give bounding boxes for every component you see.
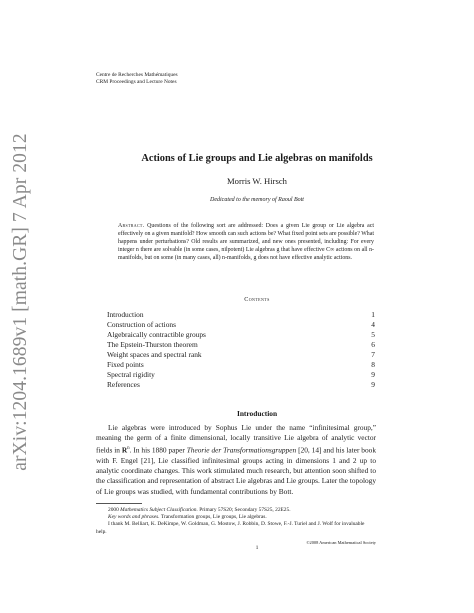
toc-entry[interactable]: [107, 340, 375, 350]
toc-entry-title: Algebraically contractible groups: [107, 330, 206, 339]
series-header: [96, 72, 178, 86]
toc-entry[interactable]: [107, 320, 375, 330]
series-line-1: Centre de Recherches Mathématiques: [96, 72, 178, 78]
rn-exponent: n: [127, 445, 130, 451]
toc-entry[interactable]: [107, 360, 375, 370]
author-name: Morris W. Hirsch: [227, 176, 287, 186]
copyright-notice: ©2008 American Mathematical Society: [306, 540, 376, 545]
msc-label: Mathematics Subject Classification.: [120, 507, 198, 513]
table-of-contents: [107, 310, 375, 390]
toc-entry-page: 6: [371, 340, 375, 349]
intro-text-1: Lie algebras were introduced by Sophus Lie under the name “infinitesimal group,” meaning the germ of a finite dimensional, locally transitive Lie algebra of analytic vector fields in: [96, 423, 376, 455]
toc-entry-page: 4: [371, 320, 375, 329]
toc-entry-page: 7: [371, 350, 375, 359]
toc-entry[interactable]: [107, 380, 375, 390]
paper-title: Actions of Lie groups and Lie algebras on manifolds: [141, 153, 373, 164]
toc-entry-title: References: [107, 380, 140, 389]
thanks-footnote: I thank M. Belliart, K. DeKimpe, W. Goldman, G. Mostow, J. Robbin, D. Stowe, F.-J. Turiel and J. Wolf for invaluable help.: [96, 521, 365, 535]
introduction-paragraph: [96, 423, 376, 497]
rn-symbol: R: [121, 445, 128, 455]
toc-entry[interactable]: [107, 350, 375, 360]
footnote-rule: [96, 503, 142, 504]
toc-entry-title: Weight spaces and spectral rank: [107, 350, 202, 359]
footnotes: [96, 507, 376, 536]
intro-text-3: [20, 14] and his later book with F. Engel [21], Lie classified infinitesimal groups acting in dimensions 1 and 2 up to analytic coordinate changes. This work stimulated much research, but attention soon shifted to the classification and representation of abstract Lie algebras and Lie groups. Later the topology of Lie groups was studied, with fundamental contributions by Bott.: [96, 445, 376, 496]
toc-entry[interactable]: [107, 370, 375, 380]
abstract: [118, 222, 374, 262]
keywords-text: Transformation groups, Lie groups, Lie algebras.: [159, 514, 267, 521]
dedication: Dedicated to the memory of Raoul Bott: [210, 197, 304, 203]
toc-entry[interactable]: [107, 310, 375, 320]
introduction-heading: Introduction: [236, 409, 278, 418]
cited-paper-title: Theorie der Transformationsgruppen: [186, 445, 297, 455]
abstract-label: Abstract.: [118, 223, 145, 229]
contents-heading: Contents: [244, 296, 270, 303]
abstract-text: Questions of the following sort are addressed: Does a given Lie group or Lie algebra act effectively on a given manifold? How smooth can such actions be? What fixed point sets are possible? What happens under perturbations? Old results are summarized, and new ones presented, including: For every integer n there are solvable (in some cases, nilpotent) Lie algebras g that have effective C∞ actions on all n-manifolds, but on some (in many cases, all) n-manifolds, g does not have effective analytic actions.: [118, 223, 374, 262]
toc-entry-title: Introduction: [107, 310, 144, 319]
toc-entry-page: 9: [371, 380, 375, 389]
toc-entry-title: Construction of actions: [107, 320, 176, 329]
toc-entry-page: 1: [371, 310, 375, 319]
page-number: 1: [255, 545, 259, 551]
toc-entry-page: 8: [371, 360, 375, 369]
arxiv-sidebar: [0, 0, 40, 613]
toc-entry-page: 5: [371, 330, 375, 339]
arxiv-identifier: arXiv:1204.1689v1 [math.GR] 7 Apr 2012: [10, 133, 31, 471]
series-line-2: CRM Proceedings and Lecture Notes: [96, 79, 177, 85]
toc-entry-title: The Epstein-Thurston theorem: [107, 340, 198, 349]
msc-text: Primary 57S20; Secondary 57S25, 22E25.: [197, 507, 291, 513]
intro-text-2: . In his 1880 paper: [129, 445, 187, 455]
keywords-label: Key words and phrases.: [108, 514, 160, 521]
toc-entry-page: 9: [371, 370, 375, 379]
toc-entry-title: Spectral rigidity: [107, 370, 155, 379]
toc-entry-title: Fixed points: [107, 360, 144, 369]
msc-year: 2000: [108, 507, 121, 513]
toc-entry[interactable]: [107, 330, 375, 340]
